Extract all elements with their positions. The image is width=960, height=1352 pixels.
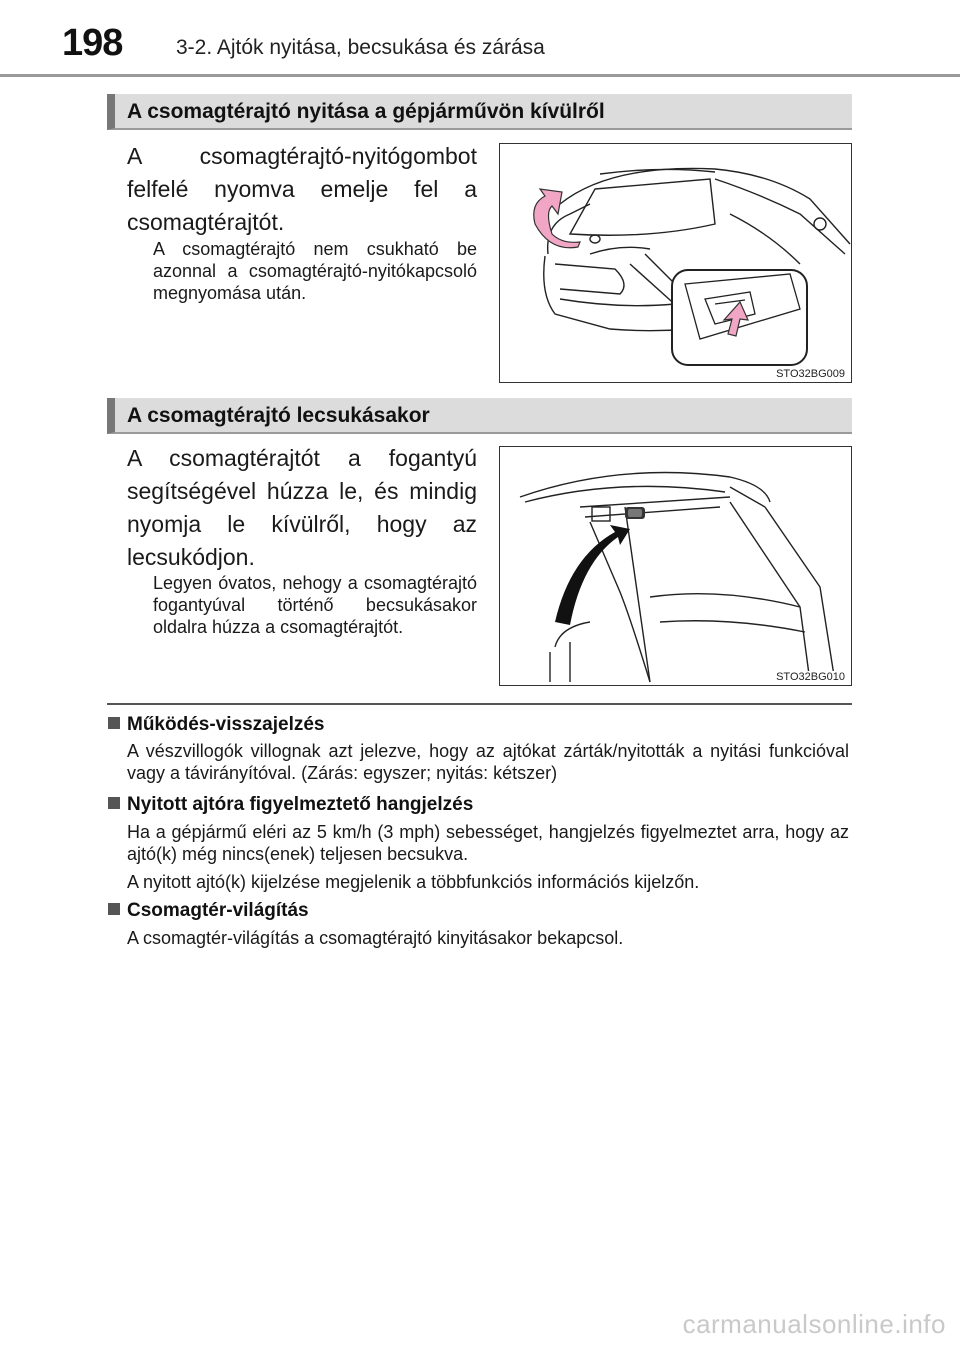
info-title-door-warning: Nyitott ajtóra figyelmeztető hangjelzés — [108, 794, 473, 816]
section-title-opening: A csomagtérajtó nyitása a gépjárművön kívülről — [127, 100, 605, 123]
info-title-trunk-light: Csomagtér-világítás — [108, 900, 309, 922]
section-header-opening — [107, 94, 852, 130]
figure-tailgate-closing — [499, 446, 852, 686]
info-text-door-warning: Ha a gépjármű eléri az 5 km/h (3 mph) sebességet, hangjelzés figyelmeztet arra, hogy az ajtó(k) még nincs(enek) teljesen becsukva. — [127, 822, 849, 864]
opening-instruction: A csomagtérajtó-nyitógombot felfelé nyomva emelje fel a csomagtérajtót. — [127, 143, 477, 235]
figure-code: STO32BG010 — [776, 671, 845, 683]
closing-note: Legyen óvatos, nehogy a csomagtérajtó fogantyúval történő becsukásakor oldalra húzza a csomagtérajtót. — [153, 573, 477, 637]
figure-code: STO32BG009 — [776, 368, 845, 380]
figure-tailgate-opening — [499, 143, 852, 383]
closing-instruction: A csomagtérajtót a fogantyú segítségével húzza le, és mindig nyomja le kívülről, hogy az lecsukódjon. — [127, 445, 477, 570]
header-rule — [0, 74, 960, 77]
lift-arrow-icon — [534, 189, 580, 248]
car-rear-illustration — [500, 144, 852, 383]
info-title-operation-signal: Működés-visszajelzés — [108, 714, 324, 736]
pull-down-arrow-icon — [555, 525, 630, 625]
bullet-square-icon — [108, 717, 120, 729]
page-number: 198 — [62, 22, 123, 64]
bullet-square-icon — [108, 797, 120, 809]
info-text-door-warning-display: A nyitott ajtó(k) kijelzése megjelenik a többfunkciós információs kijelzőn. — [127, 872, 700, 892]
section-header-closing — [107, 398, 852, 434]
info-text-operation-signal: A vészvillogók villognak azt jelezve, hogy az ajtókat zárták/nyitották a nyitási funkcióval vagy a távirányítóval. (Zárás: egyszer; nyitás: kétszer) — [127, 741, 849, 783]
section-divider — [107, 703, 852, 705]
open-tailgate-illustration — [500, 447, 852, 686]
bullet-square-icon — [108, 903, 120, 915]
chapter-title: 3-2. Ajtók nyitása, becsukása és zárása — [176, 36, 545, 59]
watermark[interactable]: carmanualsonline.info — [682, 1309, 946, 1339]
opening-note: A csomagtérajtó nem csukható be azonnal a csomagtérajtó-nyitókapcsoló megnyomása után. — [153, 239, 477, 303]
handle-recess — [592, 507, 610, 521]
section-title-closing: A csomagtérajtó lecsukásakor — [127, 404, 430, 427]
info-text-trunk-light: A csomagtér-világítás a csomagtérajtó kinyitásakor bekapcsol. — [127, 928, 624, 948]
